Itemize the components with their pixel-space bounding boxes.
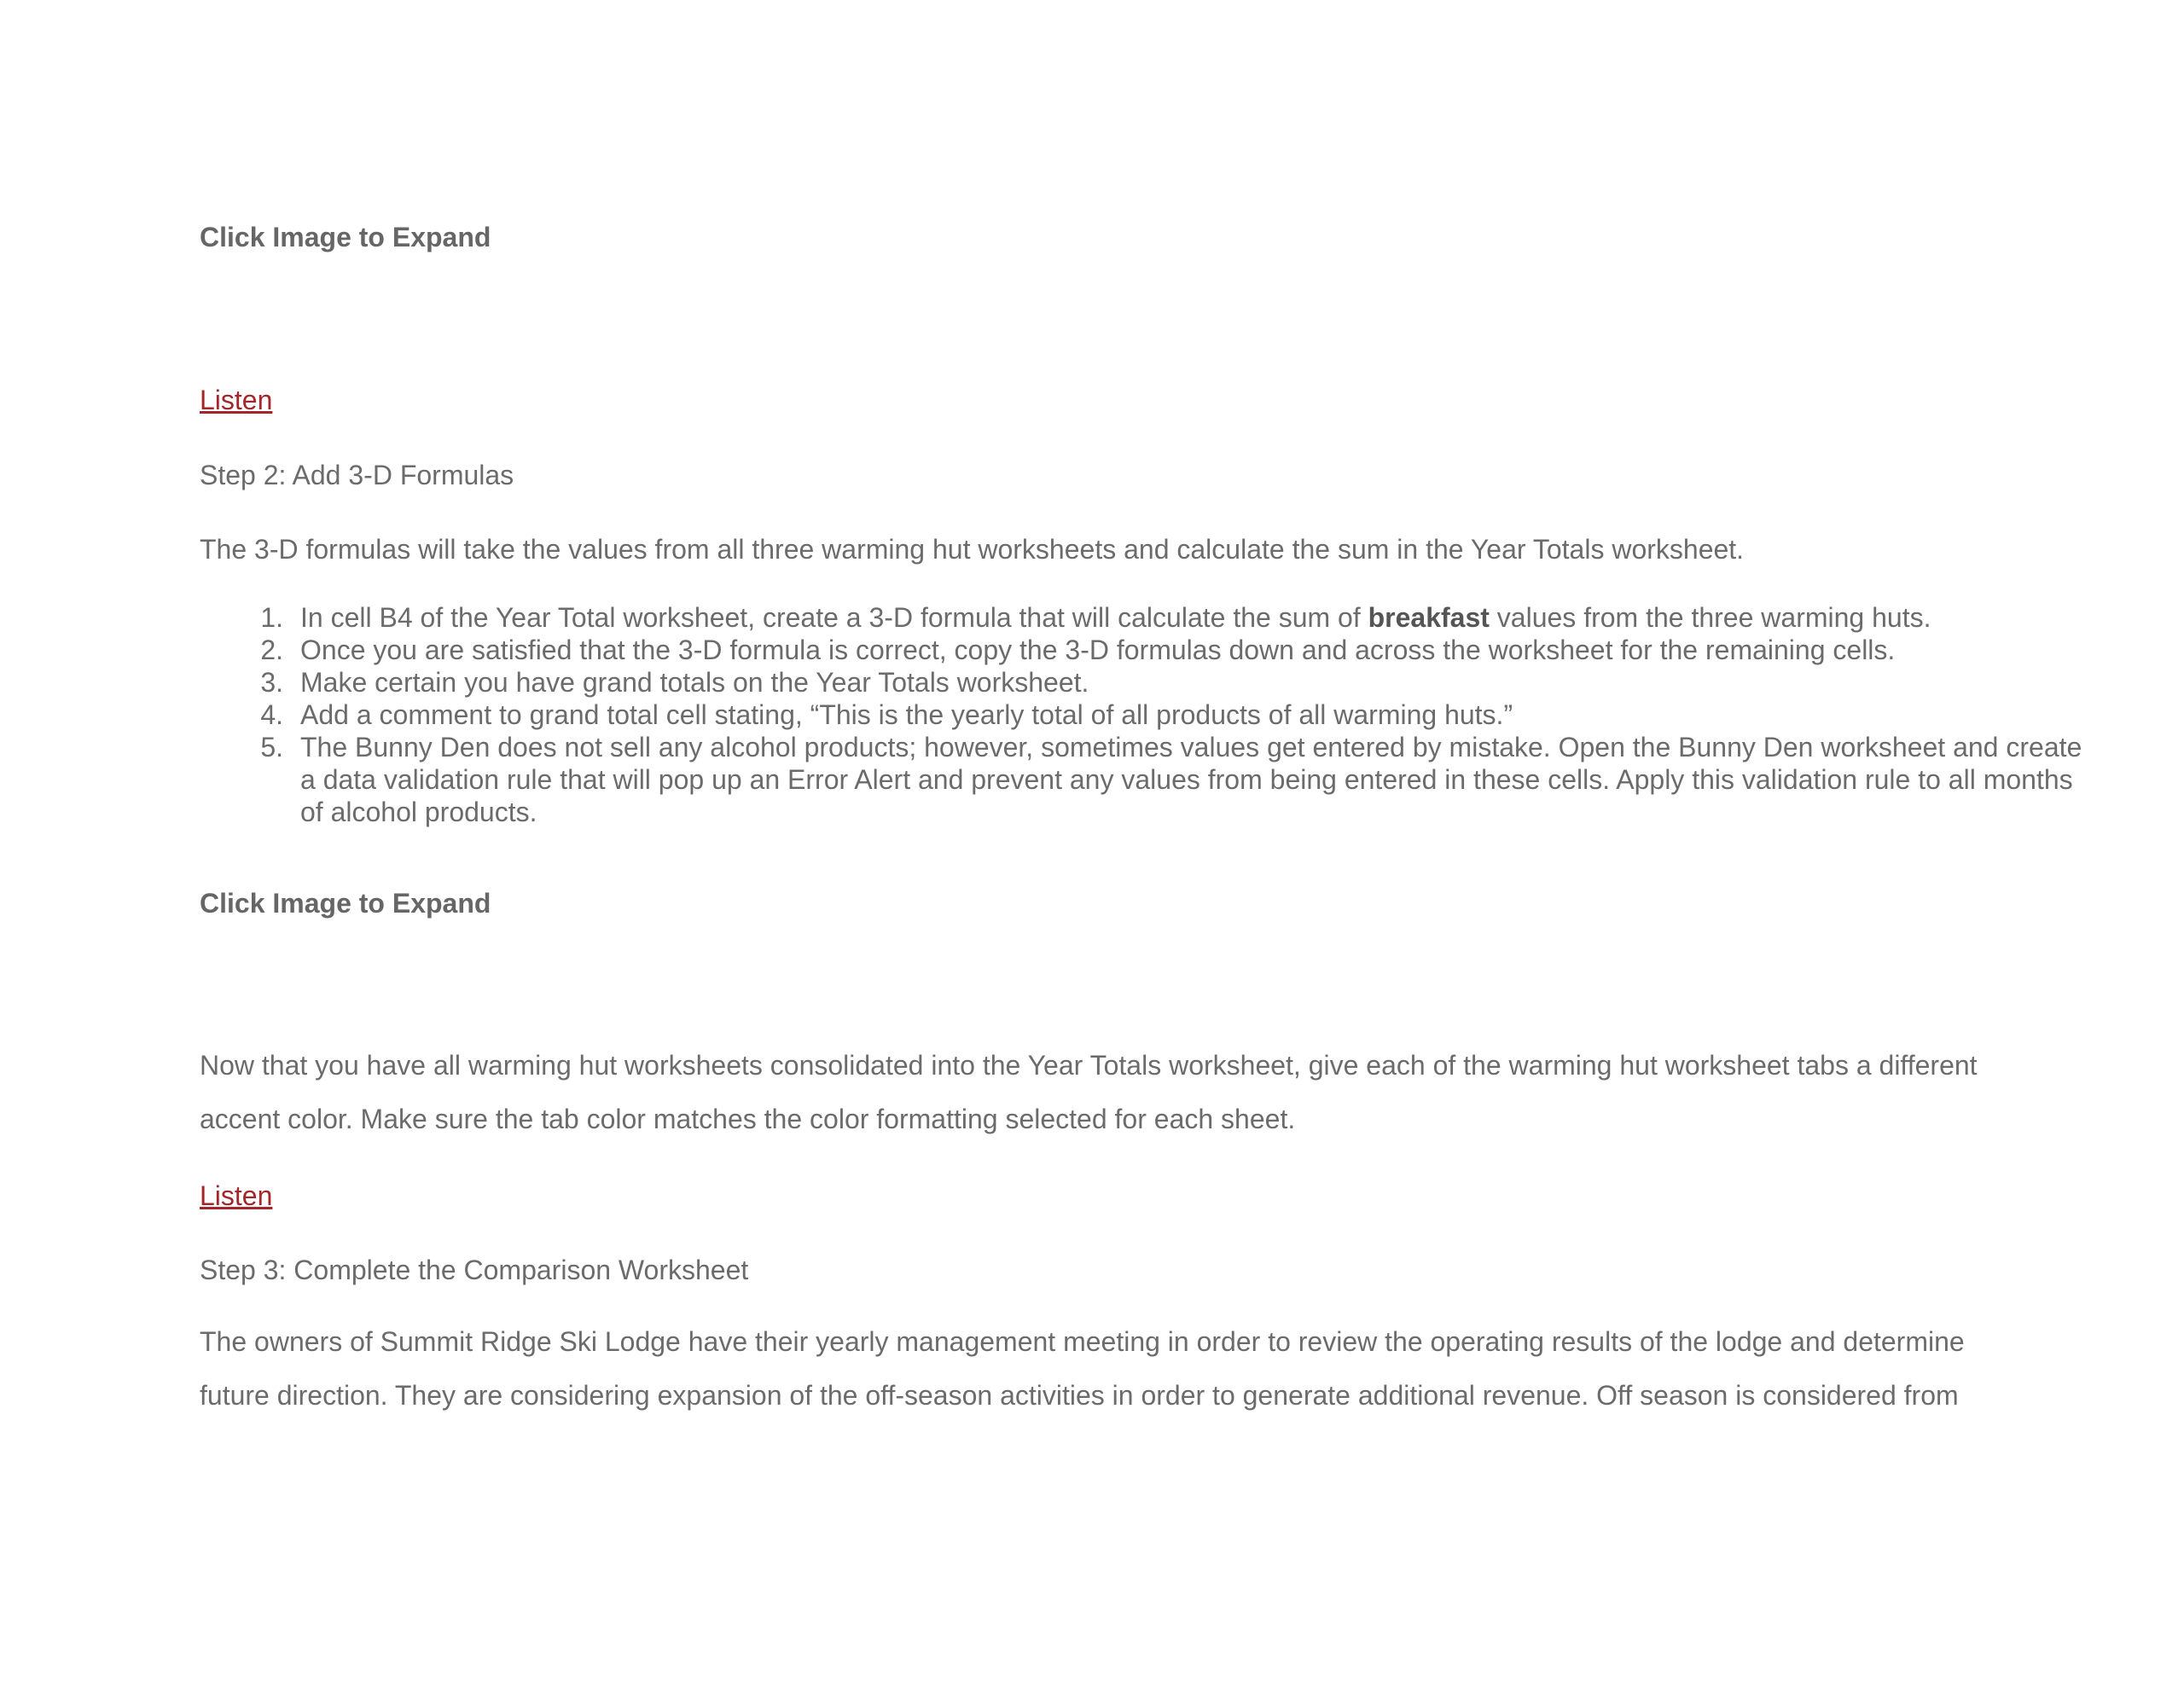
step-text-bold: breakfast <box>1368 602 1490 633</box>
list-item: Add a comment to grand total cell stating, “This is the yearly total of all products of all warming huts.” <box>300 699 1513 730</box>
tab-color-paragraph: Now that you have all warming hut worksheets consolidated into the Year Totals worksheet, give each of the warming hut worksheet tabs a different accent color. Make sure the tab color matches the color formatting selected for each sheet. <box>200 1050 1978 1134</box>
step-text-before: In cell B4 of the Year Total worksheet, create a 3-D formula that will calculate the sum of <box>300 602 1368 633</box>
click-image-to-expand-label-2[interactable]: Click Image to Expand <box>200 888 491 919</box>
step-text-after: values from the three warming huts. <box>1489 602 1931 633</box>
list-item <box>300 601 2100 634</box>
step-3-title: Step 3: Complete the Comparison Worksheet <box>200 1255 749 1285</box>
list-item: Make certain you have grand totals on the Year Totals worksheet. <box>300 667 1089 698</box>
listen-link-1[interactable]: Listen <box>200 385 273 415</box>
list-item: Once you are satisfied that the 3-D formula is correct, copy the 3-D formulas down and across the worksheet for the remaining cells. <box>300 635 1896 665</box>
listen-link-2[interactable]: Listen <box>200 1180 273 1211</box>
step-3-paragraph: The owners of Summit Ridge Ski Lodge have their yearly management meeting in order to review the operating results of the lodge and determine future direction. They are considering expansion of the off-season activities in order to generate additional revenue. Off season is considered from <box>200 1326 1965 1411</box>
step-2-intro: The 3-D formulas will take the values from all three warming hut worksheets and calculate the sum in the Year Totals worksheet. <box>200 534 1745 565</box>
step-2-instructions-list <box>200 601 2100 828</box>
step-2-title: Step 2: Add 3-D Formulas <box>200 460 514 490</box>
list-item: The Bunny Den does not sell any alcohol products; however, sometimes values get entered by mistake. Open the Bunny Den worksheet and create a data validation rule that will pop up an Error Alert and prevent any values from being entered in these cells. Apply this validation rule to all months of alcohol products. <box>300 732 2082 827</box>
click-image-to-expand-label-1[interactable]: Click Image to Expand <box>200 222 491 252</box>
